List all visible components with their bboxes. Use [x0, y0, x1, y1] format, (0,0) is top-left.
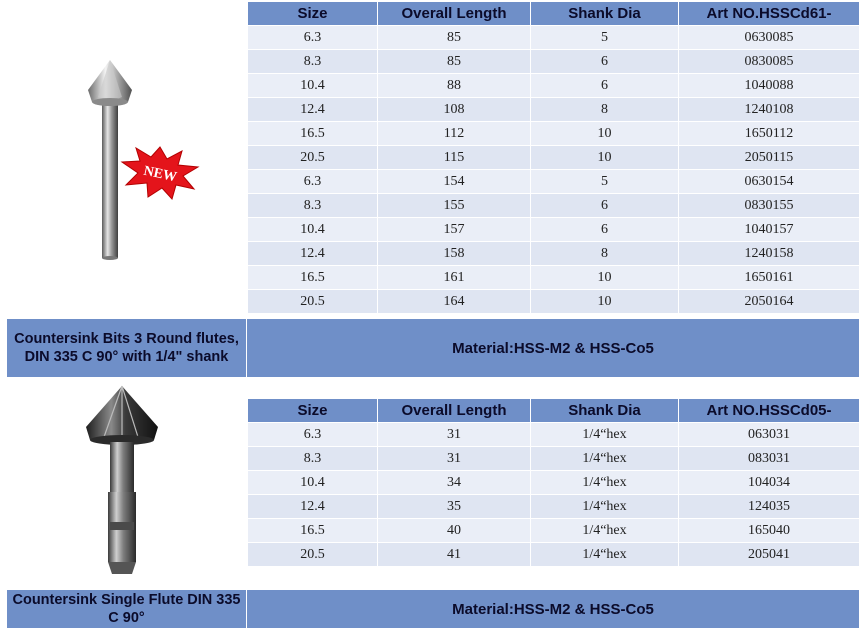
col-overall-length: Overall Length	[378, 399, 531, 423]
table-row	[248, 266, 860, 290]
cell-overall-length: 40	[378, 519, 531, 543]
table-row	[248, 194, 860, 218]
col-overall-length: Overall Length	[378, 2, 531, 26]
cell-shank-dia: 1/4“hex	[531, 447, 679, 471]
cell-size: 10.4	[248, 471, 378, 495]
cell-overall-length: 34	[378, 471, 531, 495]
cell-art-no: 1040088	[679, 74, 860, 98]
cell-size: 16.5	[248, 519, 378, 543]
cell-shank-dia: 1/4“hex	[531, 543, 679, 567]
cell-art-no: 1040157	[679, 218, 860, 242]
product1-spec-table	[247, 1, 860, 314]
cell-size: 10.4	[248, 218, 378, 242]
cell-shank-dia: 5	[531, 170, 679, 194]
cell-shank-dia: 10	[531, 146, 679, 170]
cell-art-no: 083031	[679, 447, 860, 471]
cell-shank-dia: 1/4“hex	[531, 495, 679, 519]
cell-size: 20.5	[248, 146, 378, 170]
cell-art-no: 124035	[679, 495, 860, 519]
cell-size: 6.3	[248, 423, 378, 447]
cell-art-no: 2050115	[679, 146, 860, 170]
cell-shank-dia: 5	[531, 26, 679, 50]
new-badge-label: NEW	[142, 163, 179, 186]
countersink-hex-shank-image	[80, 382, 170, 582]
cell-shank-dia: 10	[531, 290, 679, 314]
cell-overall-length: 157	[378, 218, 531, 242]
product2-name: Countersink Single Flute DIN 335 C 90°	[7, 590, 246, 628]
cell-overall-length: 31	[378, 423, 531, 447]
cell-shank-dia: 10	[531, 266, 679, 290]
table-row	[248, 218, 860, 242]
col-shank-dia: Shank Dia	[531, 399, 679, 423]
table-row	[248, 74, 860, 98]
product2-spec-table	[247, 398, 860, 567]
table-row	[248, 447, 860, 471]
cell-size: 8.3	[248, 50, 378, 74]
table-header-row	[248, 399, 860, 423]
cell-shank-dia: 6	[531, 194, 679, 218]
cell-size: 12.4	[248, 242, 378, 266]
cell-size: 6.3	[248, 26, 378, 50]
cell-overall-length: 108	[378, 98, 531, 122]
cell-overall-length: 112	[378, 122, 531, 146]
table-row	[248, 290, 860, 314]
cell-overall-length: 41	[378, 543, 531, 567]
cell-shank-dia: 8	[531, 242, 679, 266]
product1-name: Countersink Bits 3 Round flutes, DIN 335 C 90° with 1/4" shank	[7, 319, 246, 377]
new-badge	[120, 145, 200, 200]
cell-overall-length: 164	[378, 290, 531, 314]
cell-size: 8.3	[248, 194, 378, 218]
cell-size: 10.4	[248, 74, 378, 98]
cell-art-no: 063031	[679, 423, 860, 447]
product2-material: Material:HSS-M2 & HSS-Co5	[247, 590, 859, 628]
cell-overall-length: 35	[378, 495, 531, 519]
cell-art-no: 0830085	[679, 50, 860, 74]
cell-shank-dia: 1/4“hex	[531, 471, 679, 495]
cell-size: 6.3	[248, 170, 378, 194]
table-row	[248, 495, 860, 519]
cell-overall-length: 31	[378, 447, 531, 471]
cell-shank-dia: 6	[531, 74, 679, 98]
col-art-no: Art NO.HSSCd05-	[679, 399, 860, 423]
cell-overall-length: 85	[378, 50, 531, 74]
cell-shank-dia: 6	[531, 218, 679, 242]
cell-art-no: 0630154	[679, 170, 860, 194]
cell-art-no: 0630085	[679, 26, 860, 50]
cell-overall-length: 115	[378, 146, 531, 170]
cell-overall-length: 155	[378, 194, 531, 218]
table-header-row	[248, 2, 860, 26]
cell-shank-dia: 8	[531, 98, 679, 122]
cell-size: 12.4	[248, 98, 378, 122]
cell-shank-dia: 1/4“hex	[531, 519, 679, 543]
table-row	[248, 471, 860, 495]
cell-size: 20.5	[248, 543, 378, 567]
table-row	[248, 26, 860, 50]
cell-art-no: 1650112	[679, 122, 860, 146]
cell-overall-length: 88	[378, 74, 531, 98]
cell-size: 16.5	[248, 266, 378, 290]
cell-art-no: 1650161	[679, 266, 860, 290]
cell-size: 8.3	[248, 447, 378, 471]
cell-art-no: 104034	[679, 471, 860, 495]
table-row	[248, 242, 860, 266]
cell-shank-dia: 6	[531, 50, 679, 74]
cell-overall-length: 158	[378, 242, 531, 266]
table-row	[248, 50, 860, 74]
cell-shank-dia: 1/4“hex	[531, 423, 679, 447]
cell-overall-length: 85	[378, 26, 531, 50]
cell-overall-length: 161	[378, 266, 531, 290]
cell-art-no: 1240158	[679, 242, 860, 266]
table-row	[248, 519, 860, 543]
table-row	[248, 543, 860, 567]
cell-size: 12.4	[248, 495, 378, 519]
table-row	[248, 146, 860, 170]
table-row	[248, 98, 860, 122]
cell-art-no: 1240108	[679, 98, 860, 122]
col-size: Size	[248, 2, 378, 26]
cell-shank-dia: 10	[531, 122, 679, 146]
cell-size: 16.5	[248, 122, 378, 146]
product1-material: Material:HSS-M2 & HSS-Co5	[247, 319, 859, 377]
table-row	[248, 423, 860, 447]
cell-art-no: 205041	[679, 543, 860, 567]
col-size: Size	[248, 399, 378, 423]
table-row	[248, 170, 860, 194]
cell-art-no: 2050164	[679, 290, 860, 314]
cell-overall-length: 154	[378, 170, 531, 194]
cell-art-no: 165040	[679, 519, 860, 543]
col-art-no: Art NO.HSSCd61-	[679, 2, 860, 26]
cell-size: 20.5	[248, 290, 378, 314]
cell-art-no: 0830155	[679, 194, 860, 218]
col-shank-dia: Shank Dia	[531, 2, 679, 26]
table-row	[248, 122, 860, 146]
